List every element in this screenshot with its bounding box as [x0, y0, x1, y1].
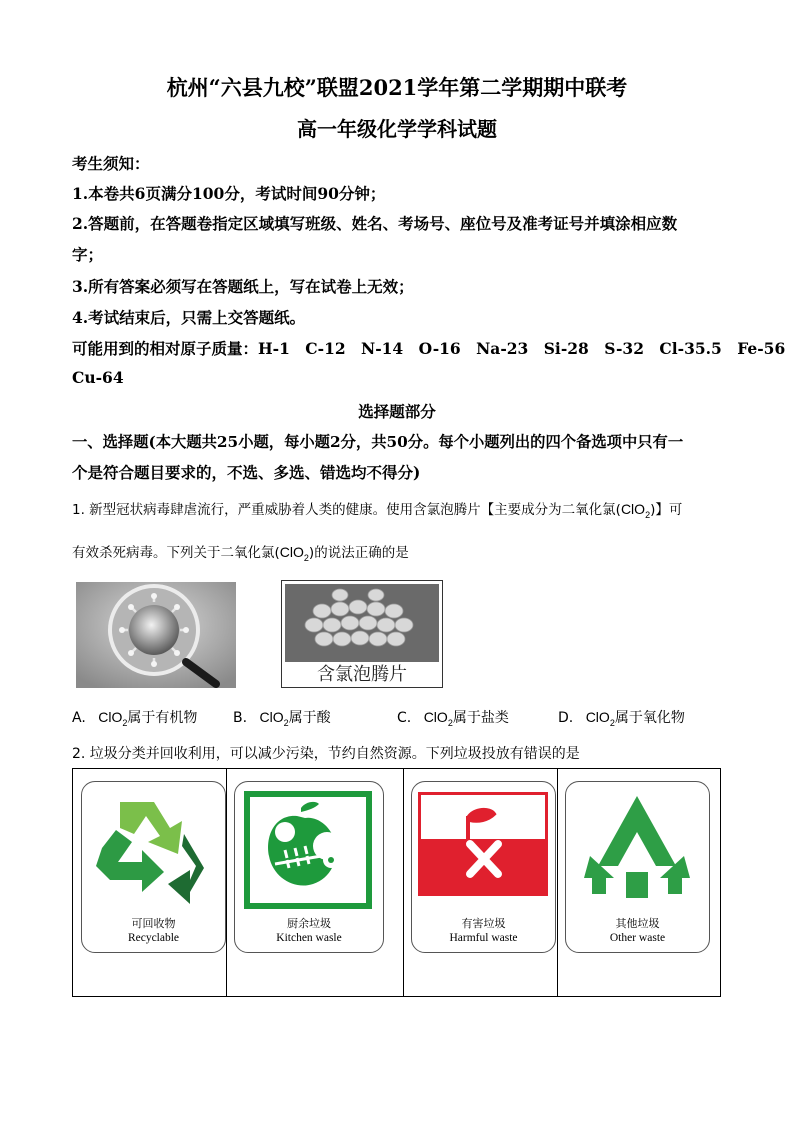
food-waste-icon	[235, 786, 381, 918]
bin-label	[82, 916, 225, 946]
option-letter: C.	[397, 710, 412, 726]
bin-label	[412, 916, 555, 946]
option-letter: D.	[558, 710, 574, 726]
other-waste-icon	[566, 786, 708, 906]
option-formula: ClO$_2$	[259, 709, 289, 728]
q1-formula: ClO$_2$	[620, 501, 651, 520]
tablet-caption: 含氯泡腾片	[317, 664, 407, 685]
bin-label-zh: 可回收物	[131, 917, 176, 930]
option-formula: ClO$_2$	[98, 709, 128, 728]
bin-label-en: Recyclable	[127, 932, 180, 944]
q1-option-b[interactable]	[233, 707, 331, 728]
table-divider	[403, 769, 404, 996]
notice-item: 2.答题前，在答题卷指定区域填写班级、姓名、考场号、座位号及准考证号并填涂相应数	[72, 214, 678, 233]
option-letter: A.	[72, 710, 86, 726]
section-instruction: 一、选择题(本大题共25小题，每小题2分，共50分。每个小题列出的四个备选项中只有一	[72, 433, 684, 451]
atomic-mass-o: O-16	[418, 339, 461, 358]
notice-item: 4.考试结束后，只需上交答题纸。	[72, 308, 306, 327]
harmful-waste-icon	[412, 786, 554, 906]
q1-stem-line2	[72, 541, 409, 563]
page-title: 杭州“六县九校”联盟2021学年第二学期期中联考	[166, 75, 628, 100]
q1-text: )的说法正确的是	[308, 545, 409, 561]
bin-other[interactable]	[565, 781, 710, 953]
atomic-mass-label: 可能用到的相对原子质量：	[72, 339, 259, 358]
option-formula: ClO$_2$	[585, 709, 615, 728]
bin-label-en: Other waste	[609, 932, 666, 944]
notice-item: 1.本卷共6页满分100分，考试时间90分钟；	[72, 184, 386, 203]
bin-kitchen[interactable]	[234, 781, 384, 953]
atomic-mass-cl: Cl-35.5	[659, 339, 722, 358]
option-text: 属于酸	[288, 710, 331, 726]
atomic-mass-si: Si-28	[543, 339, 589, 358]
bin-label-zh: 有害垃圾	[461, 917, 506, 930]
bin-label-en: Kitchen wasle	[276, 932, 342, 944]
q1-option-d[interactable]	[558, 707, 685, 728]
atomic-mass-c: C-12	[305, 339, 346, 358]
q2-stem: 2. 垃圾分类并回收利用，可以减少污染，节约自然资源。下列垃圾投放有错误的是	[72, 746, 580, 762]
q1-text: 1. 新型冠状病毒肆虐流行，严重威胁着人类的健康。使用含氯泡腾片【主要成分为二氧化氯(	[72, 502, 621, 518]
waste-bin-table	[72, 768, 721, 997]
atomic-mass-fe: Fe-56	[737, 339, 786, 358]
q1-option-a[interactable]	[72, 707, 197, 728]
atomic-mass-cu: Cu-64	[72, 368, 124, 387]
atomic-mass-na: Na-23	[476, 339, 529, 358]
atomic-mass-h: H-1	[258, 339, 290, 358]
atomic-mass-n: N-14	[361, 339, 404, 358]
q1-formula: ClO$_2$	[279, 544, 309, 563]
table-divider	[557, 769, 558, 996]
bin-label-zh: 厨余垃圾	[287, 917, 331, 930]
option-text: 属于盐类	[452, 710, 509, 726]
bin-harmful[interactable]	[411, 781, 556, 953]
recycle-icon	[82, 788, 224, 908]
atomic-mass-s: S-32	[604, 339, 644, 358]
q1-option-c[interactable]	[397, 707, 509, 728]
option-text: 属于氧化物	[614, 710, 685, 726]
notice-item: 字；	[72, 245, 104, 264]
notice-item: 3.所有答案必须写在答题纸上，写在试卷上无效；	[72, 277, 414, 296]
atomic-mass-line	[72, 337, 785, 359]
section-title: 选择题部分	[358, 402, 436, 421]
tablet-photo	[282, 581, 442, 665]
bin-recyclable[interactable]	[81, 781, 226, 953]
section-instruction: 个是符合题目要求的，不选、多选、错选均不得分)	[72, 463, 421, 482]
q1-text: )】可	[650, 502, 683, 518]
q1-text: 有效杀死病毒。下列关于二氧化氯(	[72, 545, 280, 561]
page-subtitle: 高一年级化学学科试题	[297, 117, 497, 141]
bin-label-zh: 其他垃圾	[615, 917, 660, 930]
tablet-image	[281, 580, 443, 688]
virus-image	[76, 582, 236, 688]
bin-label	[566, 916, 709, 946]
option-letter: B.	[233, 710, 248, 726]
option-text: 属于有机物	[127, 710, 198, 726]
bin-label-en: Harmful waste	[449, 932, 518, 944]
notice-heading: 考生须知：	[72, 154, 150, 173]
option-formula: ClO$_2$	[423, 709, 453, 728]
table-divider	[226, 769, 227, 996]
q1-stem-line1	[72, 498, 682, 520]
bin-label	[235, 916, 383, 946]
